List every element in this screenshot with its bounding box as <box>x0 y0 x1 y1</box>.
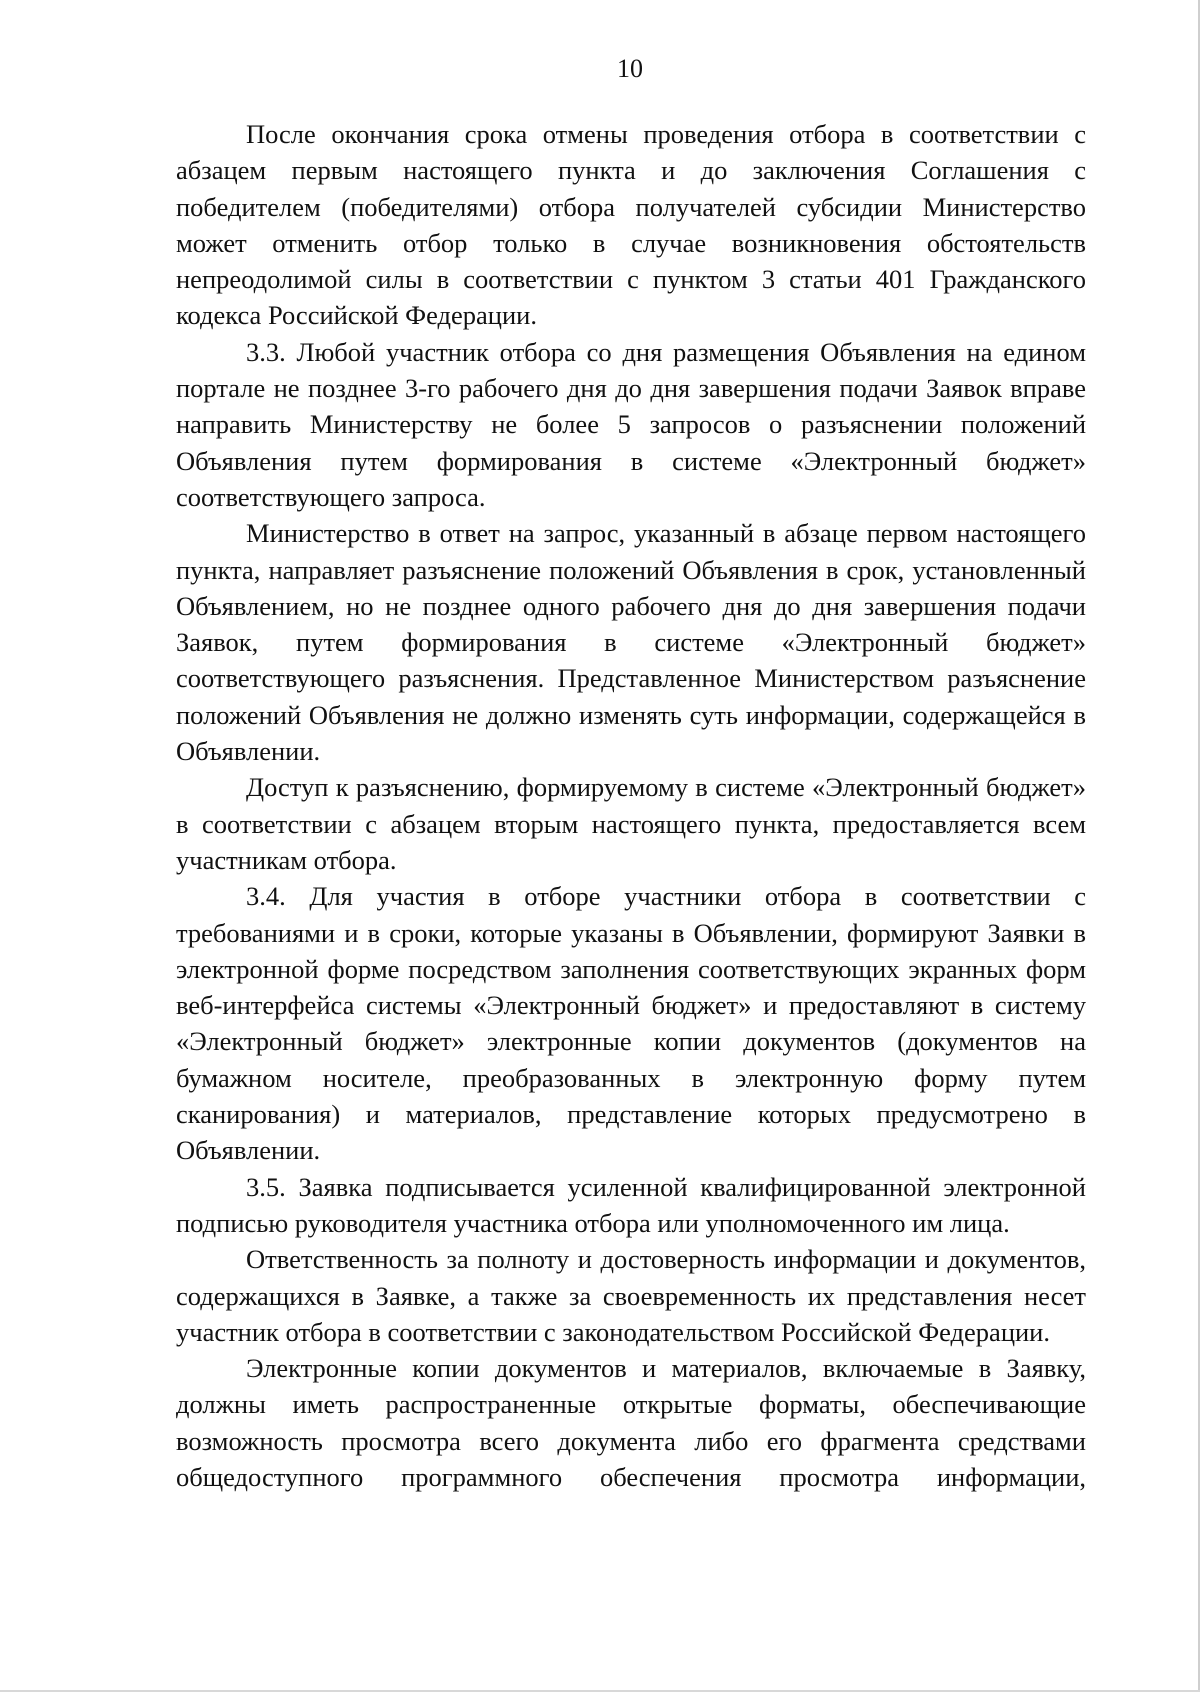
document-body <box>176 116 1086 1495</box>
paragraph-electronic-copies: Электронные копии документов и материалов, включаемые в Заявку, должны иметь распространенные открытые форматы, обеспечивающие возможность просмотра всего документа либо его фрагмента средствами общедоступного программного обеспечения просмотра информации, <box>176 1353 1086 1492</box>
paragraph-3-4: 3.4. Для участия в отборе участники отбора в соответствии с требованиями и в сроки, которые указаны в Объявлении, формируют Заявки в электронной форме посредством заполнения соответствующих экранных форм веб-интерфейса системы «Электронный бюджет» и предоставляют в систему «Электронный бюджет» электронные копии документов (документов на бумажном носителе, преобразованных в электронную форму путем сканирования) и материалов, представление которых предусмотрено в Объявлении. <box>176 881 1086 1166</box>
page-number: 10 <box>617 54 643 83</box>
paragraph-ministry-response: Министерство в ответ на запрос, указанный в абзаце первом настоящего пункта, направляет разъяснение положений Объявления в срок, установленный Объявлением, но не позднее одного рабочего дня до дня завершения подачи Заявок, путем формирования в системе «Электронный бюджет» соответствующего разъяснения. Представленное Министерством разъяснение положений Объявления не должно изменять суть информации, содержащейся в Объявлении. <box>176 518 1086 767</box>
paragraph-3-3: 3.3. Любой участник отбора со дня размещения Объявления на едином портале не позднее 3-го рабочего дня до дня завершения подачи Заявок вправе направить Министерству не более 5 запросов о разъяснении положений Объявления путем формирования в системе «Электронный бюджет» соответствующего запроса. <box>176 336 1086 512</box>
paragraph-3-5: 3.5. Заявка подписывается усиленной квалифицированной электронной подписью руководителя участника отбора или уполномоченного им лица. <box>176 1171 1086 1238</box>
paragraph-cancellation: После окончания срока отмены проведения отбора в соответствии с абзацем первым настоящего пункта и до заключения Соглашения с победителем (победителями) отбора получателей субсидии Министерство может отменить отбор только в случае возникновения обстоятельств непреодолимой силы в соответствии с пунктом 3 статьи 401 Гражданского кодекса Российской Федерации. <box>176 119 1086 331</box>
paragraph-access-clarification: Доступ к разъяснению, формируемому в системе «Электронный бюджет» в соответствии с абзацем вторым настоящего пункта, предоставляется всем участникам отбора. <box>176 772 1086 875</box>
paragraph-responsibility: Ответственность за полноту и достоверность информации и документов, содержащихся в Заявке, а также за своевременность их представления несет участник отбора в соответствии с законодательством Российской Федерации. <box>176 1244 1086 1347</box>
